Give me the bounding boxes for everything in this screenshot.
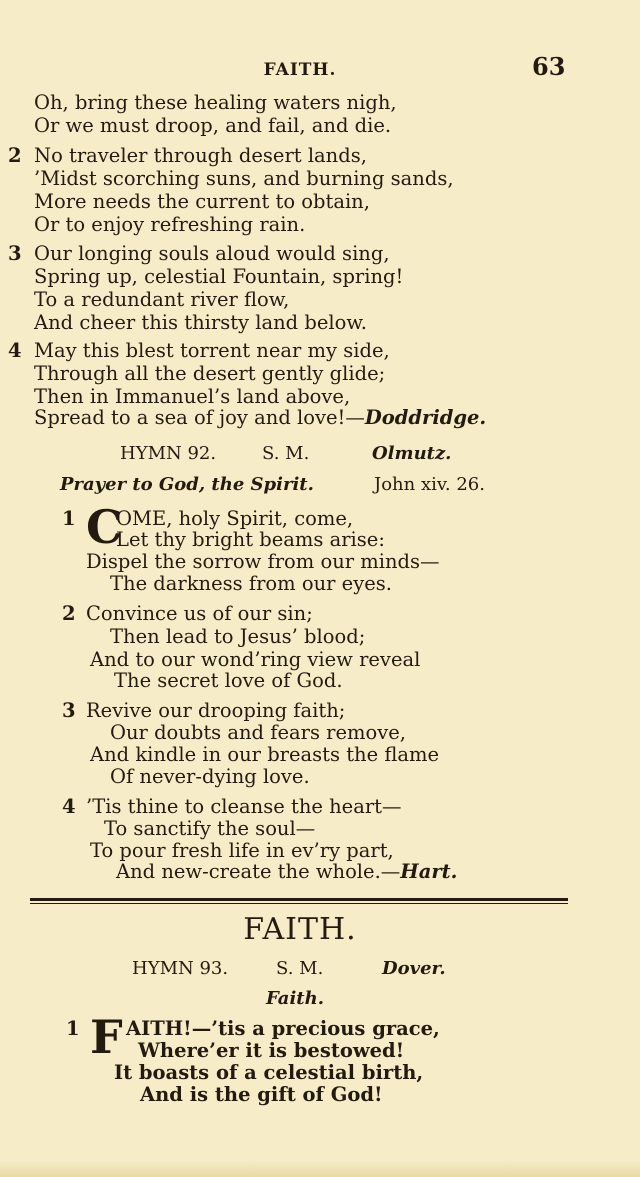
verse-line: And kindle in our breasts the flame xyxy=(90,743,440,766)
author-attribution: Doddridge. xyxy=(364,406,487,429)
hymn-number: HYMN 92. xyxy=(120,443,217,464)
verse-line: And to our wond’ring view reveal xyxy=(90,648,421,671)
verse-number: 2 xyxy=(62,602,76,625)
page-number: 63 xyxy=(532,52,566,81)
hymn-meter: S. M. xyxy=(276,958,324,979)
verse-line: The secret love of God. xyxy=(114,669,343,692)
verse-number: 4 xyxy=(8,339,22,362)
verse-line: Then lead to Jesus’ blood; xyxy=(110,625,366,648)
verse-line: More needs the current to obtain, xyxy=(34,190,370,213)
verse-line: To pour fresh life in ev’ry part, xyxy=(90,839,394,862)
verse-line: And is the gift of God! xyxy=(140,1083,383,1106)
verse-line: May this blest torrent near my side, xyxy=(34,339,390,362)
running-head: FAITH. xyxy=(263,60,337,80)
verse-line: Then in Immanuel’s land above, xyxy=(34,385,351,408)
verse-line: Our longing souls aloud would sing, xyxy=(34,242,390,265)
verse-line: AITH!—’tis a precious grace, xyxy=(126,1017,440,1040)
section-title: FAITH. xyxy=(243,912,357,947)
verse-number: 4 xyxy=(62,795,76,818)
verse-number: 3 xyxy=(62,699,76,722)
verse-line: And new-create the whole.—Hart. xyxy=(116,860,458,883)
page-bottom-edge xyxy=(0,1160,640,1177)
section-divider-thin xyxy=(30,903,568,904)
verse-line: The darkness from our eyes. xyxy=(110,572,392,595)
verse-number: 3 xyxy=(8,242,22,265)
verse-number: 1 xyxy=(66,1017,80,1040)
hymn-subject: Prayer to God, the Spirit. xyxy=(60,474,314,495)
verse-number: 1 xyxy=(62,507,76,530)
verse-line: Where’er it is bestowed! xyxy=(138,1039,405,1062)
verse-line: Convince us of our sin; xyxy=(86,602,313,625)
section-divider xyxy=(30,898,568,901)
verse-line: ’Tis thine to cleanse the heart— xyxy=(86,795,402,818)
verse-line: Oh, bring these healing waters nigh, xyxy=(34,91,397,114)
verse-line: Of never-dying love. xyxy=(110,765,310,788)
verse-line: Spread to a sea of joy and love!—Doddridge. xyxy=(34,406,487,429)
verse-line: Or to enjoy refreshing rain. xyxy=(34,213,306,236)
verse-line: And cheer this thirsty land below. xyxy=(34,311,367,334)
verse-line: No traveler through desert lands, xyxy=(34,144,367,167)
drop-cap: F xyxy=(90,1010,123,1064)
drop-cap: C xyxy=(86,500,123,554)
scripture-reference: John xiv. 26. xyxy=(374,474,485,495)
verse-line: Spring up, celestial Fountain, spring! xyxy=(34,265,404,288)
author-attribution: Hart. xyxy=(400,860,458,883)
verse-line: Or we must droop, and fail, and die. xyxy=(34,114,392,137)
hymn-number: HYMN 93. xyxy=(132,958,229,979)
verse-line: Revive our drooping faith; xyxy=(86,699,346,722)
verse-line: To a redundant river flow, xyxy=(34,288,290,311)
hymn-subject: Faith. xyxy=(266,988,324,1009)
hymn-tune: Olmutz. xyxy=(372,443,452,464)
hymn-tune: Dover. xyxy=(382,958,446,979)
verse-line: To sanctify the soul— xyxy=(104,817,316,840)
verse-line: Through all the desert gently glide; xyxy=(34,362,386,385)
verse-line: It boasts of a celestial birth, xyxy=(114,1061,424,1084)
verse-line: OME, holy Spirit, come, xyxy=(116,507,354,530)
verse-line: ’Midst scorching suns, and burning sands, xyxy=(34,167,454,190)
verse-line: Dispel the sorrow from our minds— xyxy=(86,550,440,573)
verse-number: 2 xyxy=(8,144,22,167)
verse-line: Let thy bright beams arise: xyxy=(116,528,385,551)
hymn-meter: S. M. xyxy=(262,443,310,464)
verse-line: Our doubts and fears remove, xyxy=(110,721,406,744)
